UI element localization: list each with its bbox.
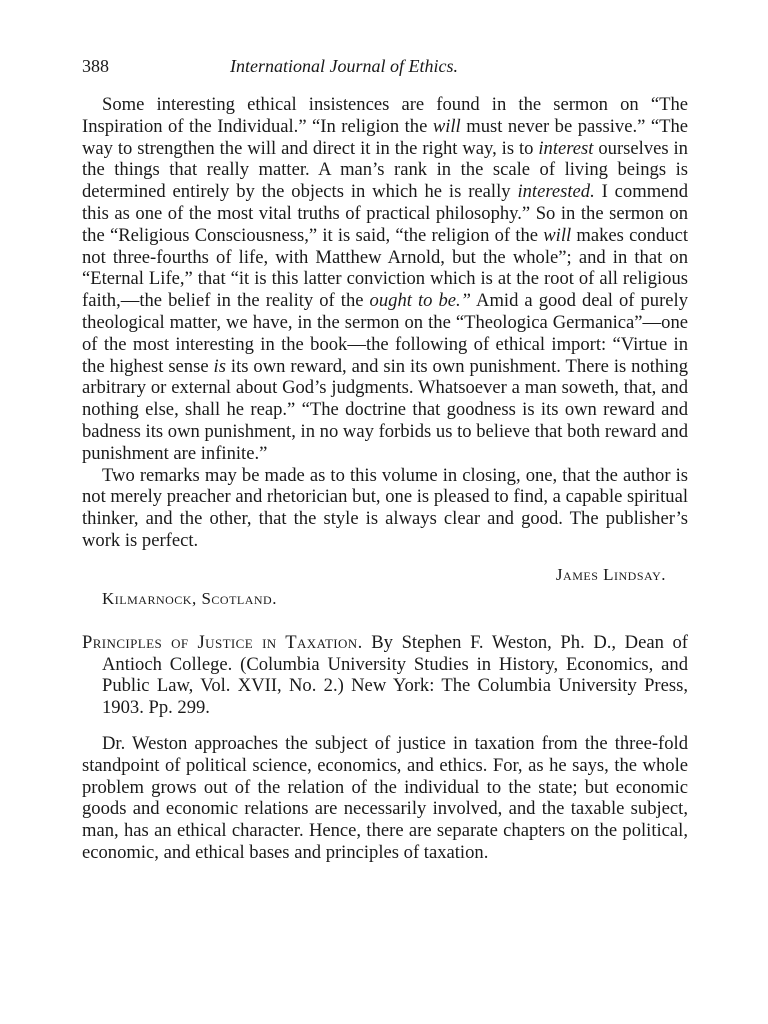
emphasis: will	[432, 115, 461, 137]
review-paragraph-1	[82, 94, 688, 465]
emphasis: interest	[538, 137, 594, 159]
review-body: Dr. Weston approaches the subject of justice in taxation from the three-fold standpoint of political science, economics, and ethics. For, as he says, the whole problem grows out of the relation of the individual to the state; but economic goods and economic relations are necessarily involved, and the taxable subject, man, has an ethical character. Hence, there are separate chapters on the political, economic, and ethical bases and principles of taxation.	[82, 732, 688, 863]
text-run: Some interesting ethical insistences are found in the sermon on “The Inspiration of the Individual.” “In religion the	[82, 94, 688, 137]
text-run: I commend this as one of the most vital truths of practical philosophy.” So in the sermon on the “Religious Consciousness,” it is said, “the religion of the	[82, 181, 689, 246]
emphasis: interested.	[517, 181, 595, 203]
journal-page	[82, 56, 688, 864]
text-run: Amid a good deal of purely theological matter, we have, in the sermon on the “Theologica Germanica”—one of the most interesting in the book—the following of ethical import: “Virtue in the highest sense	[82, 290, 688, 377]
emphasis: will	[543, 224, 572, 246]
reviewer-signature: James Lindsay.	[555, 564, 666, 584]
review-paragraph-2: Two remarks may be made as to this volume in closing, one, that the author is not merely preacher and rhetorician but, one is pleased to find, a capable spiritual thinker, and the other, that the style is always clear and good. The publisher’s work is perfect.	[82, 464, 688, 551]
text-run: must never be passive.” “The way to strengthen the will and direct it in the right way, is to	[82, 115, 688, 159]
emphasis: is	[213, 355, 226, 377]
page-number: 388	[82, 56, 109, 76]
book-title: Principles of Justice in Taxation.	[82, 631, 363, 653]
journal-title: International Journal of Ethics.	[230, 56, 458, 76]
citation-details: By Stephen F. Weston, Ph. D., Dean of Antioch College. (Columbia University Studies in History, Economics, and Public Law, Vol. XVII, No. 2.) New York: The Columbia University Press, 1903. Pp. 299.	[102, 631, 688, 719]
emphasis: ought to be.”	[369, 290, 471, 312]
text-run: ourselves in the things that really matter. A man’s rank in the scale of living beings is determined entirely by the objects in which he is really	[82, 137, 688, 203]
reviewer-location: Kilmarnock, Scotland.	[102, 588, 277, 608]
running-head	[82, 56, 688, 86]
text-run: makes conduct not three-fourths of life, with Matthew Arnold, but the whole”; and in that on “Eternal Life,” that “it is this latter conviction which is at the root of all religious faith,—the belief in the reality of the	[82, 224, 688, 312]
book-citation	[82, 632, 688, 719]
text-run: its own reward, and sin its own punishment. There is nothing arbitrary or external about God’s judgments. Whatsoever a man soweth, that, and nothing else, shall he reap.” “The doctrine that goodness is its own reward and badness its own punishment, in no way forbids us to believe that both reward and punishment are infinite.”	[82, 355, 688, 464]
